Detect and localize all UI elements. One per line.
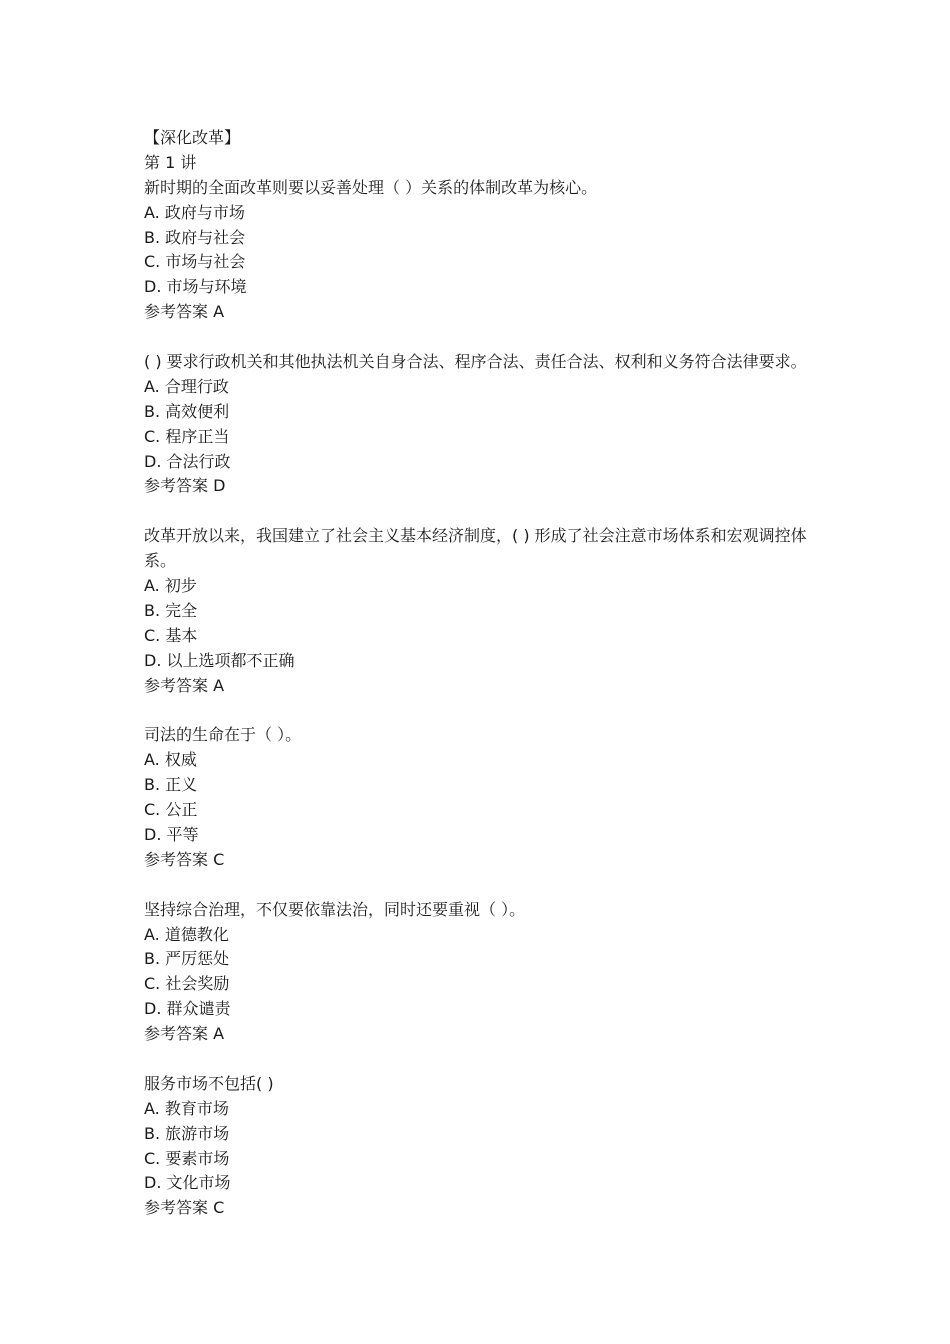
lecture-label: 第 1 讲 <box>144 152 197 172</box>
option-c: C. 程序正当 <box>144 426 230 446</box>
option-b: B. 旅游市场 <box>144 1123 230 1143</box>
section-title: 【深化改革】 <box>144 128 241 147</box>
question-stem: 坚持综合治理，不仅要依靠法治，同时还要重视（ ）。 <box>144 899 526 919</box>
spacer <box>144 499 824 524</box>
option-d: D. 以上选项都不正确 <box>144 650 295 670</box>
option-b: B. 政府与社会 <box>144 227 246 247</box>
option-b: B. 完全 <box>144 600 198 620</box>
option-a: A. 政府与市场 <box>144 202 245 222</box>
option-d: D. 平等 <box>144 824 199 844</box>
reference-answer: 参考答案 A <box>144 302 225 322</box>
spacer <box>144 325 824 350</box>
question-block <box>144 1072 824 1221</box>
option-c: C. 公正 <box>144 800 198 820</box>
reference-answer: 参考答案 A <box>144 675 225 695</box>
spacer <box>144 1047 824 1072</box>
option-c: C. 要素市场 <box>144 1148 230 1168</box>
option-b: B. 正义 <box>144 775 198 795</box>
reference-answer: 参考答案 D <box>144 476 226 496</box>
option-d: D. 文化市场 <box>144 1173 231 1193</box>
question-block <box>144 723 824 872</box>
question-block <box>144 350 824 499</box>
spacer <box>144 699 824 724</box>
document-page <box>144 126 824 1221</box>
option-d: D. 群众谴责 <box>144 999 231 1019</box>
reference-answer: 参考答案 C <box>144 1198 225 1218</box>
reference-answer: 参考答案 C <box>144 849 225 869</box>
question-stem: 改革开放以来，我国建立了社会主义基本经济制度，( ) 形成了社会注意市场体系和宏观调控体系。 <box>144 526 807 571</box>
question-stem: 新时期的全面改革则要以妥善处理（ ）关系的体制改革为核心。 <box>144 177 598 197</box>
question-block <box>144 176 824 325</box>
option-c: C. 社会奖励 <box>144 974 230 994</box>
question-block <box>144 524 824 698</box>
question-stem: 服务市场不包括( ) <box>144 1073 274 1093</box>
option-a: A. 教育市场 <box>144 1098 229 1118</box>
reference-answer: 参考答案 A <box>144 1024 225 1044</box>
question-stem: ( ) 要求行政机关和其他执法机关自身合法、程序合法、责任合法、权利和义务符合法律要求。 <box>144 352 807 372</box>
option-a: A. 初步 <box>144 576 197 596</box>
option-a: A. 权威 <box>144 750 197 770</box>
option-a: A. 合理行政 <box>144 376 229 396</box>
option-a: A. 道德教化 <box>144 924 229 944</box>
option-d: D. 合法行政 <box>144 451 231 471</box>
question-block <box>144 898 824 1047</box>
option-b: B. 高效便利 <box>144 401 230 421</box>
option-c: C. 市场与社会 <box>144 252 246 272</box>
question-stem: 司法的生命在于（ ）。 <box>144 725 302 745</box>
option-c: C. 基本 <box>144 625 198 645</box>
spacer <box>144 873 824 898</box>
option-d: D. 市场与环境 <box>144 277 247 297</box>
option-b: B. 严厉惩处 <box>144 949 230 969</box>
